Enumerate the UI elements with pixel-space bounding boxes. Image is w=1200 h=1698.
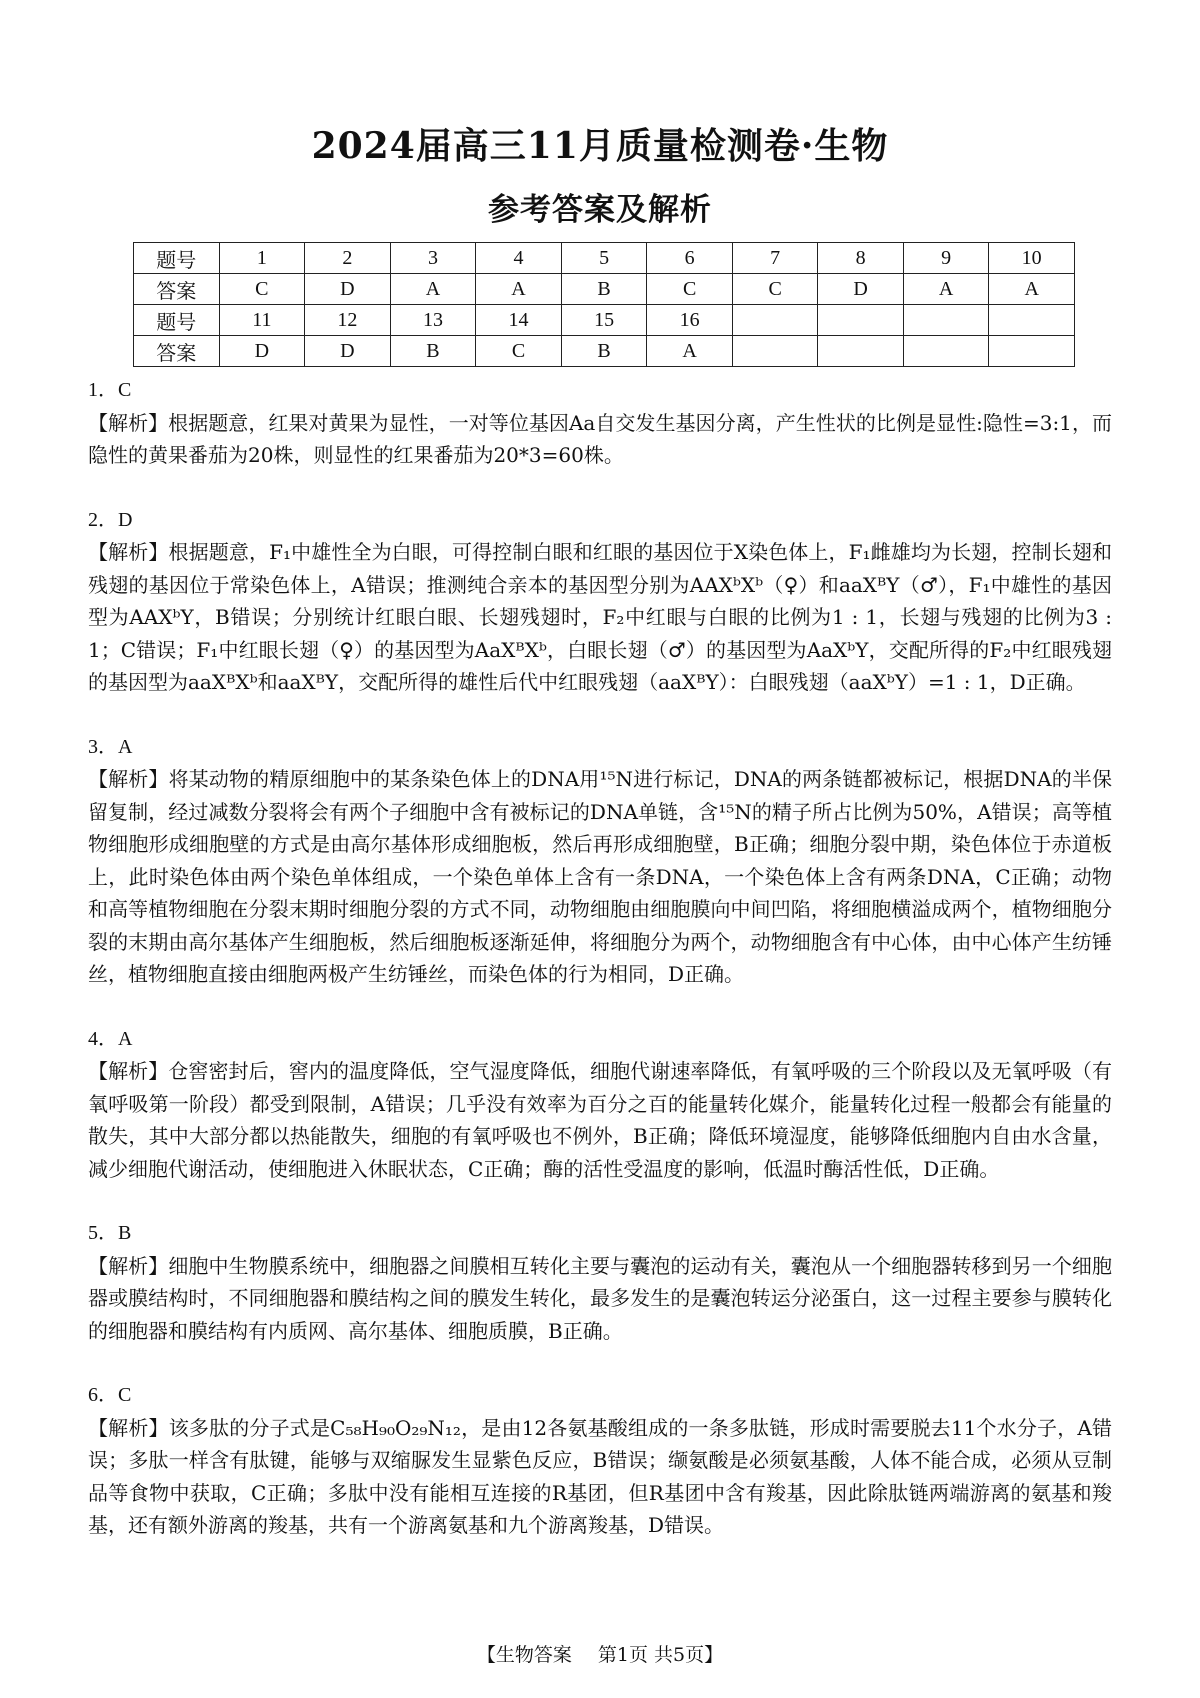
- answer-table-cell: A: [989, 274, 1075, 305]
- page-subtitle: 参考答案及解析: [488, 192, 712, 228]
- explanations: [88, 374, 1112, 1574]
- answer-table-row-header: 答案: [134, 336, 220, 367]
- answer-table-cell: 6: [647, 243, 733, 274]
- answer-table-cell: A: [390, 274, 476, 305]
- question-analysis-text: 【解析】根据题意，红果对黄果为显性，一对等位基因Aa自交发生基因分离，产生性状的比例是显性:隐性=3:1，而隐性的黄果番茄为20株，则显性的红果番茄为20*3=60株。: [88, 410, 1112, 467]
- answer-table-cell: A: [647, 336, 733, 367]
- question-analysis-text: 【解析】该多肽的分子式是C₅₈H₉₀O₂₉N₁₂，是由12各氨基酸组成的一条多肽链，形成时需要脱去11个水分子，A错误；多肽一样含有肽键，能够与双缩脲发生显紫色反应，B错误；缬氨酸是必须氨基酸，人体不能合成，必须从豆制品等食物中获取，C正确；多肽中没有能相互连接的R基团，但R基团中含有羧基，因此除肽链两端游离的氨基和羧基，还有额外游离的羧基，共有一个游离氨基和九个游离羧基，D错误。: [88, 1415, 1112, 1537]
- answer-table-cell: [903, 305, 988, 336]
- question-answer-heading: 5．B: [88, 1222, 132, 1244]
- answer-table-cell: 3: [390, 243, 476, 274]
- answer-table-cell: 2: [305, 243, 391, 274]
- answer-table-row: [134, 274, 1075, 305]
- answer-table-row: [134, 243, 1075, 274]
- answer-table-cell: D: [305, 336, 391, 367]
- question-explanation: [88, 731, 1112, 991]
- answer-table-row-header: 题号: [134, 305, 220, 336]
- question-answer-heading: 3．A: [88, 735, 133, 758]
- question-explanation: [88, 1379, 1112, 1542]
- answer-table-cell: 12: [305, 305, 391, 336]
- answer-table-cell: 4: [476, 243, 562, 274]
- question-answer-heading: 4．A: [88, 1027, 133, 1050]
- answer-table-cell: B: [390, 336, 476, 367]
- answer-table-cell: 13: [390, 305, 476, 336]
- answer-table-cell: [989, 336, 1075, 367]
- question-explanation: [88, 1023, 1112, 1186]
- question-explanation: [88, 374, 1112, 472]
- answer-table-cell: [732, 305, 817, 336]
- answer-table-cell: 9: [903, 243, 988, 274]
- answer-table-cell: 16: [647, 305, 733, 336]
- answer-table-cell: 1: [219, 243, 305, 274]
- answer-table-cell: [818, 336, 903, 367]
- answer-table: [133, 242, 1075, 367]
- question-analysis-text: 【解析】将某动物的精原细胞中的某条染色体上的DNA用¹⁵N进行标记，DNA的两条链都被标记，根据DNA的半保留复制，经过减数分裂将会有两个子细胞中含有被标记的DNA单链，含¹⁵N的精子所占比例为50%，A错误；高等植物细胞形成细胞壁的方式是由高尔基体形成细胞板，然后再形成细胞壁，B正确；细胞分裂中期，染色体位于赤道板上，此时染色体由两个染色单体组成，一个染色单体上含有一条DNA，一个染色体上含有两条DNA，C正确；动物和高等植物细胞在分裂末期时细胞分裂的方式不同，动物细胞由细胞膜向中间凹陷，将细胞横溢成两个，植物细胞分裂的末期由高尔基体产生细胞板，然后细胞板逐渐延伸，将细胞分为两个，动物细胞含有中心体，由中心体产生纺锤丝，植物细胞直接由细胞两极产生纺锤丝，而染色体的行为相同，D正确。: [88, 767, 1112, 986]
- answer-table-cell: D: [818, 274, 903, 305]
- answer-table-cell: B: [561, 274, 647, 305]
- page-footer: [0, 1640, 1200, 1667]
- question-analysis-text: 【解析】根据题意，F₁中雄性全为白眼，可得控制白眼和红眼的基因位于X染色体上，F₁雌雄均为长翅，控制长翅和残翅的基因位于常染色体上，A错误；推测纯合亲本的基因型分别为AAXᵇXᵇ（♀）和aaXᴮY（♂），F₁中雄性的基因型为AAXᵇY，B错误；分别统计红眼白眼、长翅残翅时，F₂中红眼与白眼的比例为1 : 1，长翅与残翅的比例为3 : 1；C错误；F₁中红眼长翅（♀）的基因型为AaXᴮXᵇ，白眼长翅（♂）的基因型为AaXᵇY，交配所得的F₂中红眼残翅的基因型为aaXᴮXᵇ和aaXᴮY，交配所得的雄性后代中红眼残翅（aaXᴮY）：白眼残翅（aaXᵇY）=1 : 1，D正确。: [88, 540, 1112, 694]
- answer-table-cell: 7: [732, 243, 817, 274]
- answer-table-cell: [903, 336, 988, 367]
- question-explanation: [88, 1217, 1112, 1347]
- answer-table-cell: 10: [989, 243, 1075, 274]
- answer-table-cell: [732, 336, 817, 367]
- question-answer-heading: 6．C: [88, 1384, 132, 1406]
- answer-table-row-header: 答案: [134, 274, 220, 305]
- answer-table-cell: [818, 305, 903, 336]
- answer-table-cell: C: [476, 336, 562, 367]
- answer-table-cell: C: [647, 274, 733, 305]
- answer-table-row: [134, 336, 1075, 367]
- answer-table-cell: A: [476, 274, 562, 305]
- page-title: 2024届高三11月质量检测卷·生物: [311, 125, 889, 167]
- answer-table-cell: C: [732, 274, 817, 305]
- answer-table-cell: 14: [476, 305, 562, 336]
- footer-page-number: 第1页 共5页】: [597, 1644, 724, 1666]
- answer-table-cell: [989, 305, 1075, 336]
- footer-subject: 【生物答案: [476, 1644, 572, 1666]
- answer-table-cell: 8: [818, 243, 903, 274]
- question-explanation: [88, 504, 1112, 699]
- question-analysis-text: 【解析】仓窖密封后，窖内的温度降低，空气湿度降低，细胞代谢速率降低，有氧呼吸的三个阶段以及无氧呼吸（有氧呼吸第一阶段）都受到限制，A错误；几乎没有效率为百分之百的能量转化媒介，能量转化过程一般都会有能量的散失，其中大部分都以热能散失，细胞的有氧呼吸也不例外，B正确；降低环境湿度，能够降低细胞内自由水含量，减少细胞代谢活动，使细胞进入休眠状态，C正确；酶的活性受温度的影响，低温时酶活性低，D正确。: [88, 1059, 1112, 1181]
- answer-table-cell: 5: [561, 243, 647, 274]
- answer-table-cell: C: [219, 274, 305, 305]
- answer-table-row-header: 题号: [134, 243, 220, 274]
- answer-table-cell: D: [219, 336, 305, 367]
- answer-table-cell: 15: [561, 305, 647, 336]
- question-answer-heading: 1．C: [88, 379, 132, 401]
- answer-table-cell: B: [561, 336, 647, 367]
- answer-table-row: [134, 305, 1075, 336]
- question-answer-heading: 2．D: [88, 508, 133, 531]
- answer-table-cell: D: [305, 274, 391, 305]
- question-analysis-text: 【解析】细胞中生物膜系统中，细胞器之间膜相互转化主要与囊泡的运动有关，囊泡从一个细胞器转移到另一个细胞器或膜结构时，不同细胞器和膜结构之间的膜发生转化，最多发生的是囊泡转运分泌蛋白，这一过程主要参与膜转化的细胞器和膜结构有内质网、高尔基体、细胞质膜，B正确。: [88, 1253, 1112, 1343]
- answer-table-cell: A: [903, 274, 988, 305]
- answer-table-cell: 11: [219, 305, 305, 336]
